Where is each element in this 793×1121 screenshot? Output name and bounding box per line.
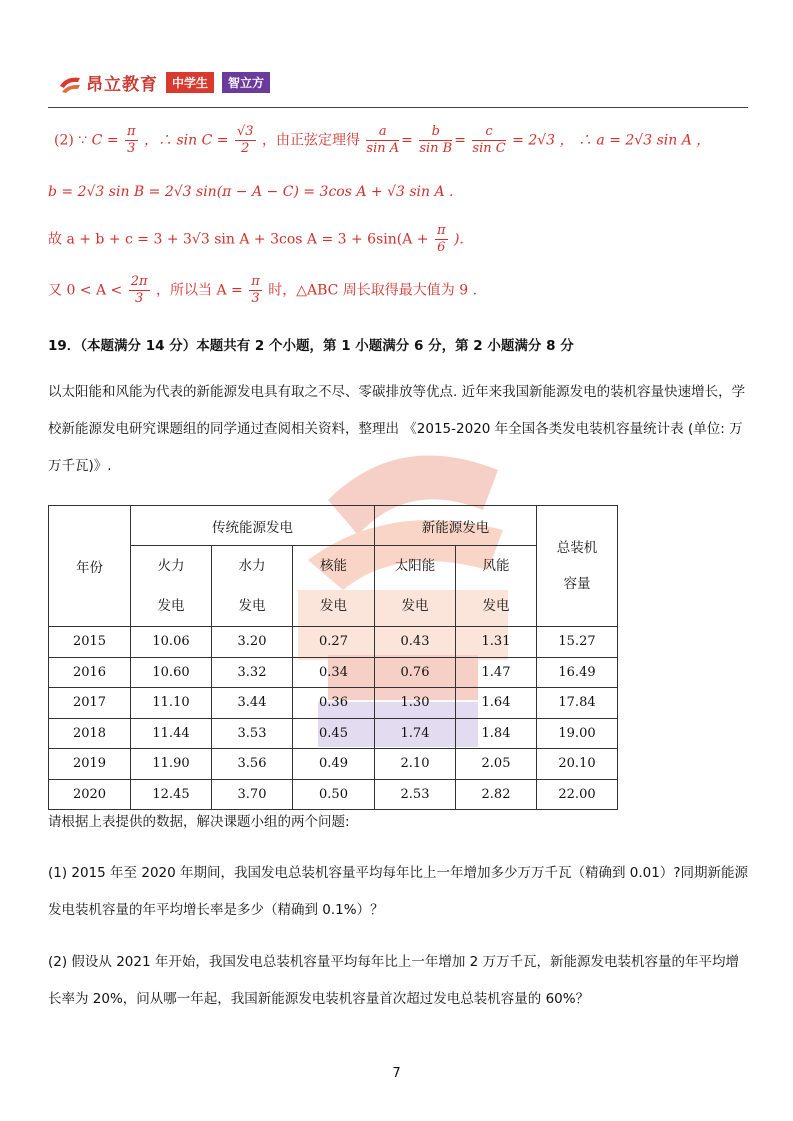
fraction: $\frac{√3}{2}$ <box>236 124 254 156</box>
solution-text: 时，△ABC 周长取得最大值为 9 . <box>268 282 478 299</box>
question-intro: 以太阳能和风能为代表的新能源发电具有取之不尽、零碳排放等优点. 近年来我国新能源发电的装机容量快速增长，学校新能源发电研究课题组的同学通过查阅相关资料，整理出 《2015-2020 年全国各类发电装机容量统计表 (单位: 万万千瓦)》. <box>48 384 746 474</box>
value-cell: 1.31 <box>456 627 537 658</box>
table-row <box>49 688 618 719</box>
fraction: $\frac{a}{\text{sin A}}$ <box>366 124 400 156</box>
question-part-1: (1) 2015 年至 2020 年期间，我国发电总装机容量平均每年比上一年增加多少万万千瓦（精确到 0.01）?同期新能源发电装机容量的年平均增长率是多少（精确到 0.1%）？ <box>48 865 749 918</box>
fraction: $\frac{b}{\text{sin B}}$ <box>419 124 453 156</box>
fraction: $\frac{\pi}{6}$ <box>436 223 446 255</box>
page-header <box>48 64 748 108</box>
year-cell: 2018 <box>49 718 131 749</box>
value-cell: 1.30 <box>375 688 456 719</box>
brand-badge-middle-school: 中学生 <box>166 72 214 93</box>
value-cell: 17.84 <box>537 688 618 719</box>
question-part-2: (2) 假设从 2021 年开始，我国发电总装机容量平均每年比上一年增加 2 万万千瓦，新能源发电装机容量的年平均增长率为 20%，问从哪一年起，我国新能源发电装机容量首次超过发电总装机容量的 60%？ <box>48 954 740 1007</box>
value-cell: 1.84 <box>456 718 537 749</box>
value-cell: 11.44 <box>131 718 212 749</box>
subheader-wind: 风能 发电 <box>456 546 537 627</box>
solution-text: (2) ∵ <box>54 132 88 149</box>
value-cell: 0.36 <box>293 688 375 719</box>
brand-name: 昂立教育 <box>86 75 158 95</box>
year-cell: 2015 <box>49 627 131 658</box>
brand-badge-zhilifang: 智立方 <box>222 72 270 93</box>
fraction: $\frac{\pi}{3}$ <box>251 274 260 306</box>
table-row <box>49 657 618 688</box>
fraction: $\frac{c}{\text{sin C}}$ <box>472 124 506 156</box>
solution-text: ，所以当 A = <box>156 282 243 299</box>
header-new-energy: 新能源发电 <box>375 506 537 546</box>
value-cell: 2.05 <box>456 749 537 780</box>
value-cell: 3.32 <box>212 657 293 688</box>
fraction: $\frac{2\pi}{3}$ <box>130 274 148 306</box>
value-cell: 0.27 <box>293 627 375 658</box>
value-cell: 2.82 <box>456 779 537 810</box>
header-total-line2: 容量 <box>563 576 591 592</box>
table-followup: 请根据上表提供的数据，解决课题小组的两个问题: <box>48 814 350 830</box>
value-cell: 0.50 <box>293 779 375 810</box>
solution-text: 故 a + b + c = 3 + 3√3 sin A + 3cos A = 3 + 6sin(A + <box>48 231 429 248</box>
fraction: $\frac{\pi}{3}$ <box>127 124 136 156</box>
value-cell: 0.43 <box>375 627 456 658</box>
solution-line-2: b = 2√3 sin B = 2√3 sin(π − A − C) = 3cos A + √3 sin A . <box>48 184 454 200</box>
value-cell: 1.64 <box>456 688 537 719</box>
header-year: 年份 <box>49 506 131 627</box>
solution-line-3 <box>48 223 464 256</box>
year-cell: 2016 <box>49 657 131 688</box>
value-cell: 19.00 <box>537 718 618 749</box>
subheader-thermal: 火力 发电 <box>131 546 212 627</box>
value-cell: 11.10 <box>131 688 212 719</box>
subheader-solar: 太阳能 发电 <box>375 546 456 627</box>
value-cell: 3.56 <box>212 749 293 780</box>
value-cell: 0.49 <box>293 749 375 780</box>
header-traditional: 传统能源发电 <box>131 506 375 546</box>
value-cell: 3.44 <box>212 688 293 719</box>
solution-text: ). <box>453 231 464 248</box>
question-title: 19．（本题满分 14 分）本题共有 2 个小题，第 1 小题满分 6 分，第 2 小题满分 8 分 <box>48 338 574 354</box>
value-cell: 0.34 <box>293 657 375 688</box>
value-cell: 0.45 <box>293 718 375 749</box>
subheader-hydro: 水力 发电 <box>212 546 293 627</box>
solution-text: C = <box>91 132 119 149</box>
year-cell: 2020 <box>49 779 131 810</box>
value-cell: 16.49 <box>537 657 618 688</box>
value-cell: 1.47 <box>456 657 537 688</box>
value-cell: 11.90 <box>131 749 212 780</box>
value-cell: 10.06 <box>131 627 212 658</box>
table-row <box>49 718 618 749</box>
value-cell: 3.70 <box>212 779 293 810</box>
value-cell: 20.10 <box>537 749 618 780</box>
value-cell: 15.27 <box>537 627 618 658</box>
solution-text: ，由正弦定理得 <box>261 132 360 149</box>
header-total <box>537 506 618 627</box>
capacity-table <box>48 505 618 810</box>
page-number: 7 <box>392 1066 401 1081</box>
value-cell: 0.76 <box>375 657 456 688</box>
value-cell: 2.53 <box>375 779 456 810</box>
value-cell: 22.00 <box>537 779 618 810</box>
year-cell: 2017 <box>49 688 131 719</box>
table-row <box>49 749 618 780</box>
brand-mark-icon <box>58 72 82 94</box>
value-cell: 12.45 <box>131 779 212 810</box>
value-cell: 3.20 <box>212 627 293 658</box>
subheader-nuclear: 核能 发电 <box>293 546 375 627</box>
brand-logo <box>58 70 270 95</box>
value-cell: 10.60 <box>131 657 212 688</box>
solution-text: 又 0 < A < <box>48 282 123 299</box>
solution-text: ，∴ sin C = <box>144 132 229 149</box>
solution-line-4 <box>48 274 477 307</box>
table-row <box>49 627 618 658</box>
solution-text: = 2√3 ， ∴ a = 2√3 sin A ， <box>512 132 711 149</box>
value-cell: 1.74 <box>375 718 456 749</box>
value-cell: 3.53 <box>212 718 293 749</box>
header-total-line1: 总装机 <box>556 540 598 556</box>
solution-line-1: (2) ∵ C = $\frac{\pi}{3}$ ，∴ sin C = $\frac{√3}{2}$ ，由正弦定理得 $\frac{a}{\text{sin A}}$ = $\frac{b}{\text{sin B}}$ = $\frac{c}{\text{sin C}}$ = 2√3 ， ∴ a = 2√3 sin A ， <box>54 124 711 156</box>
year-cell: 2019 <box>49 749 131 780</box>
value-cell: 2.10 <box>375 749 456 780</box>
